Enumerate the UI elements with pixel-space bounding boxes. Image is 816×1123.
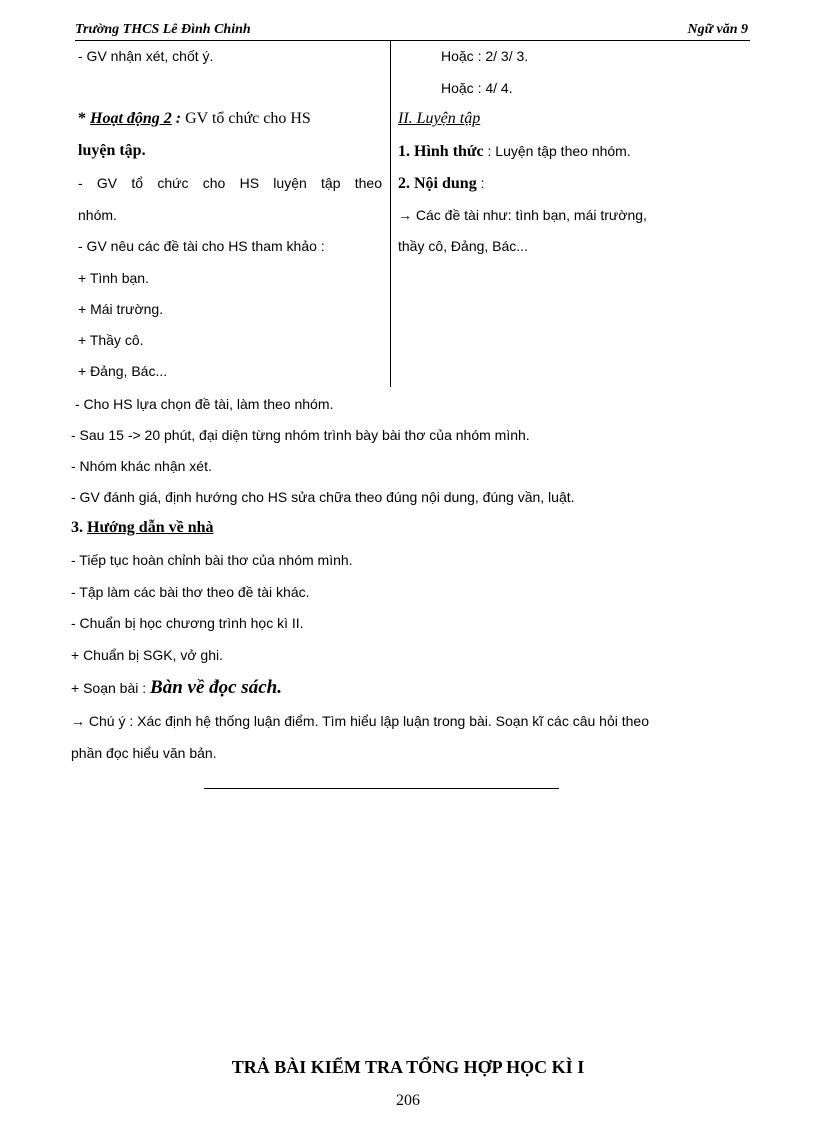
home-line-5 (71, 677, 282, 699)
right-line-2: Hoặc : 4/ 4. (441, 80, 513, 96)
note-line-1 (71, 713, 649, 729)
note-arrow-icon: → (71, 713, 85, 729)
header-subject: Ngữ văn 9 (687, 22, 748, 37)
topic-friendship: + Tình bạn. (78, 270, 149, 286)
left-line-1: - GV nhận xét, chốt ý. (78, 48, 214, 64)
activity-star: * (78, 110, 86, 127)
home-line-1: - Tiếp tục hoàn chỉnh bài thơ của nhóm mình. (71, 552, 353, 568)
home-line-4: + Chuẩn bị SGK, vở ghi. (71, 647, 223, 663)
topics-text: Các đề tài như: tình bạn, mái trường, (412, 207, 647, 223)
header-rule (75, 40, 750, 41)
content-label: 2. Nội dung (398, 175, 477, 192)
left-line-5: nhóm. (78, 207, 117, 223)
arrow-icon: → (398, 207, 412, 223)
topic-school: + Mái trường. (78, 301, 164, 317)
activity-text: GV tổ chức cho HS (185, 110, 311, 127)
body-line-4: - GV đánh giá, định hướng cho HS sửa chữa theo đúng nội dung, đúng vần, luật. (71, 489, 575, 505)
activity-colon: : (175, 110, 182, 127)
end-divider (204, 788, 559, 789)
section-title: II. Luyện tập (398, 110, 481, 127)
topics-line-2: thầy cô, Đảng, Bác... (398, 238, 528, 254)
home-line-3: - Chuẩn bị học chương trình học kì II. (71, 615, 304, 631)
body-line-3: - Nhóm khác nhận xét. (71, 458, 212, 474)
form-text: : Luyện tập theo nhóm. (483, 143, 631, 159)
column-divider (390, 40, 391, 387)
next-lesson-title: Bàn về đọc sách. (150, 677, 282, 698)
body-line-1: - Cho HS lựa chọn đề tài, làm theo nhóm. (75, 396, 334, 412)
next-section-title: TRẢ BÀI KIỂM TRA TỔNG HỢP HỌC KÌ I (231, 1057, 585, 1077)
form-line (398, 143, 631, 161)
home-line-2: - Tập làm các bài thơ theo đề tài khác. (71, 584, 310, 600)
content-line (398, 175, 484, 193)
topic-teacher: + Thầy cô. (78, 332, 144, 348)
form-label: 1. Hình thức (398, 143, 484, 160)
topics-line (398, 207, 647, 223)
header-school: Trường THCS Lê Đình Chinh (75, 22, 251, 37)
note-line-2: phần đọc hiểu văn bản. (71, 745, 217, 761)
body-line-2: - Sau 15 -> 20 phút, đại diện từng nhóm trình bày bài thơ của nhóm mình. (71, 427, 530, 443)
left-line-6: - GV nêu các đề tài cho HS tham khảo : (78, 238, 325, 254)
activity-label: Hoạt động 2 (90, 110, 172, 127)
content-text: : (476, 175, 485, 191)
note-text-1: Chú ý : Xác định hệ thống luận điểm. Tìm hiểu lập luận trong bài. Soạn kĩ các câu hỏi theo (85, 713, 649, 729)
home-title: Hướng dẫn về nhà (87, 519, 214, 536)
prepare-label: + Soạn bài : (71, 680, 147, 696)
page-number: 206 (396, 1092, 420, 1109)
activity-text-2: luyện tập. (78, 142, 146, 159)
left-line-4: - GV tổ chức cho HS luyện tập theo (78, 175, 382, 191)
activity-heading (78, 110, 311, 128)
home-heading (71, 519, 214, 537)
right-line-1: Hoặc : 2/ 3/ 3. (441, 48, 529, 64)
home-num: 3. (71, 519, 83, 536)
topic-party: + Đảng, Bác... (78, 363, 168, 379)
